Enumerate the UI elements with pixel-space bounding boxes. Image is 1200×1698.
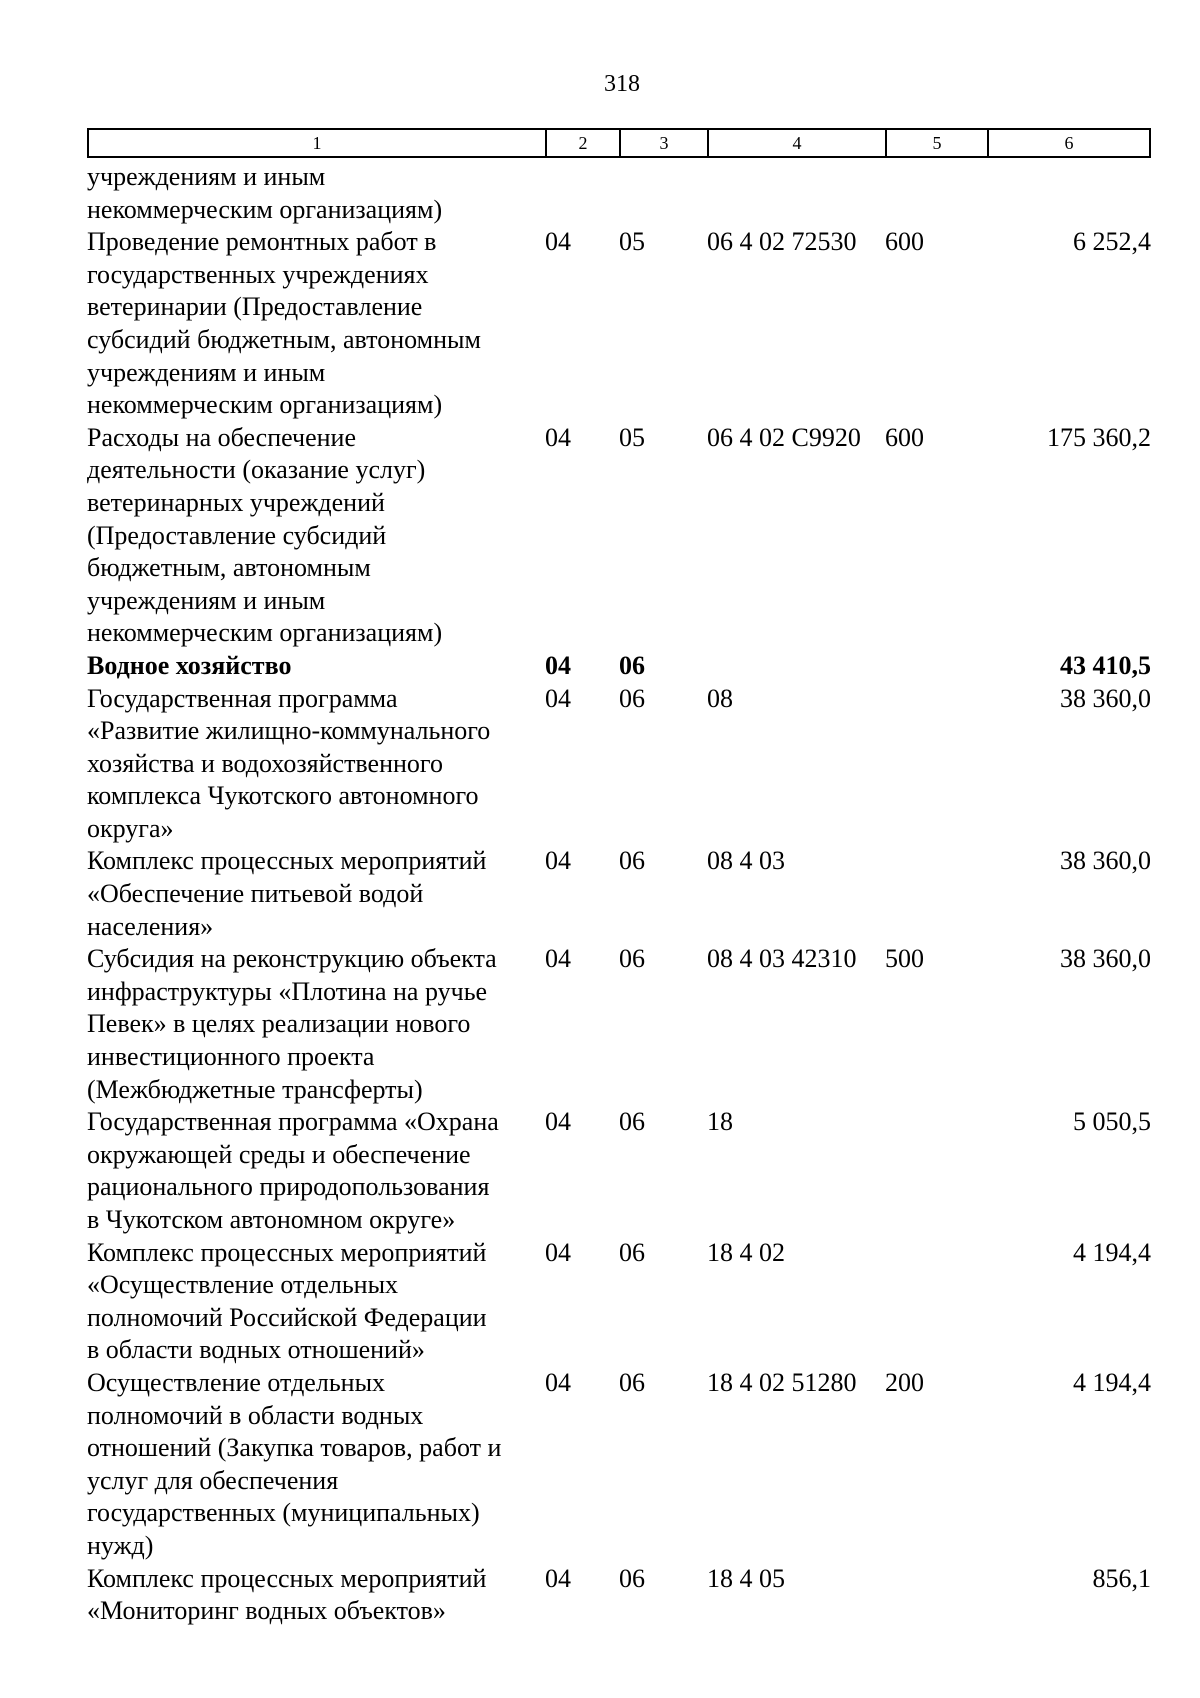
row-amount: 4 194,4 [1073, 1237, 1151, 1267]
header-col-3: 3 [621, 130, 709, 156]
row-subsection: 06 [619, 846, 645, 876]
row-name: Водное хозяйство [87, 650, 292, 680]
row-section: 04 [545, 650, 571, 680]
header-col-6: 6 [1064, 133, 1074, 153]
row-section: 04 [545, 227, 571, 257]
row-expense-type: 600 [885, 422, 924, 452]
table-row [87, 422, 1151, 650]
row-subsection: 05 [619, 422, 645, 452]
row-expense-type: 500 [885, 944, 924, 974]
row-target-code: 08 [707, 683, 733, 713]
row-name: Комплекс процессных мероприятий «Мониторинг водных объектов» [87, 1563, 487, 1626]
row-amount: 38 360,0 [1060, 683, 1151, 713]
table-row [87, 1563, 1151, 1628]
row-subsection: 06 [619, 1367, 645, 1397]
row-target-code: 18 4 02 [707, 1237, 785, 1267]
header-col-4: 4 [709, 130, 887, 156]
row-section: 04 [545, 1107, 571, 1137]
row-target-code: 08 4 03 [707, 846, 785, 876]
row-subsection: 06 [619, 1107, 645, 1137]
row-target-code: 18 4 05 [707, 1563, 785, 1593]
row-name: Государственная программа «Охрана окружающей среды и обеспечение рационального природопользования в Чукотском автономном округе» [87, 1107, 499, 1234]
row-amount: 175 360,2 [1047, 422, 1151, 452]
header-col-2: 2 [547, 130, 621, 156]
row-section: 04 [545, 1237, 571, 1267]
row-amount: 5 050,5 [1073, 1107, 1151, 1137]
row-name: Субсидия на реконструкцию объекта инфраструктуры «Плотина на ручье Певек» в целях реализации нового инвестиционного проекта (Межбюджетные трансферты) [87, 944, 497, 1104]
row-name: Государственная программа «Развитие жилищно-коммунального хозяйства и водохозяйственного комплекса Чукотского автономного округа» [87, 683, 491, 843]
row-subsection: 06 [619, 1237, 645, 1267]
row-subsection: 06 [619, 650, 645, 680]
row-subsection: 06 [619, 944, 645, 974]
table-row [87, 161, 1151, 226]
row-name: Осуществление отдельных полномочий в области водных отношений (Закупка товаров, работ и услуг для обеспечения государственных (муниципальных) нужд) [87, 1367, 502, 1560]
table-row [87, 683, 1151, 846]
row-name: Комплекс процессных мероприятий «Осуществление отдельных полномочий Российской Федерации в области водных отношений» [87, 1237, 487, 1365]
row-amount: 4 194,4 [1073, 1367, 1151, 1397]
table-body [87, 161, 1151, 1628]
row-name: Комплекс процессных мероприятий «Обеспечение питьевой водой населения» [87, 846, 487, 941]
table-row [87, 1237, 1151, 1367]
row-section: 04 [545, 846, 571, 876]
page-number: 318 [604, 71, 640, 97]
header-col-5: 5 [887, 130, 989, 156]
row-subsection: 06 [619, 683, 645, 713]
table-row [87, 226, 1151, 422]
row-name: учреждениям и иным некоммерческим организациям) [87, 162, 443, 224]
row-amount: 43 410,5 [1060, 650, 1151, 680]
table-row [87, 1106, 1151, 1236]
header-col-1: 1 [89, 130, 547, 156]
table-row [87, 943, 1151, 1106]
row-amount: 38 360,0 [1060, 846, 1151, 876]
row-amount: 6 252,4 [1073, 227, 1151, 257]
row-amount: 38 360,0 [1060, 944, 1151, 974]
row-target-code: 18 [707, 1107, 733, 1137]
row-name: Расходы на обеспечение деятельности (оказание услуг) ветеринарных учреждений (Предоставление субсидий бюджетным, автономным учреждениям и иным некоммерческим организациям) [87, 422, 443, 648]
row-name: Проведение ремонтных работ в государственных учреждениях ветеринарии (Предоставление субсидий бюджетным, автономным учреждениям и иным некоммерческим организациям) [87, 227, 481, 420]
row-section: 04 [545, 1563, 571, 1593]
row-target-code: 18 4 02 51280 [707, 1367, 857, 1397]
row-subsection: 05 [619, 227, 645, 257]
row-target-code: 06 4 02 72530 [707, 227, 857, 257]
row-section: 04 [545, 944, 571, 974]
row-subsection: 06 [619, 1563, 645, 1593]
row-section: 04 [545, 683, 571, 713]
table-row-section-total [87, 650, 1151, 683]
row-target-code: 08 4 03 42310 [707, 944, 857, 974]
table-row [87, 845, 1151, 943]
row-amount: 856,1 [1092, 1563, 1151, 1593]
table-header [87, 128, 1151, 158]
row-expense-type: 600 [885, 227, 924, 257]
table-row [87, 1367, 1151, 1563]
row-expense-type: 200 [885, 1367, 924, 1397]
row-target-code: 06 4 02 С9920 [707, 422, 861, 452]
row-section: 04 [545, 1367, 571, 1397]
row-section: 04 [545, 422, 571, 452]
